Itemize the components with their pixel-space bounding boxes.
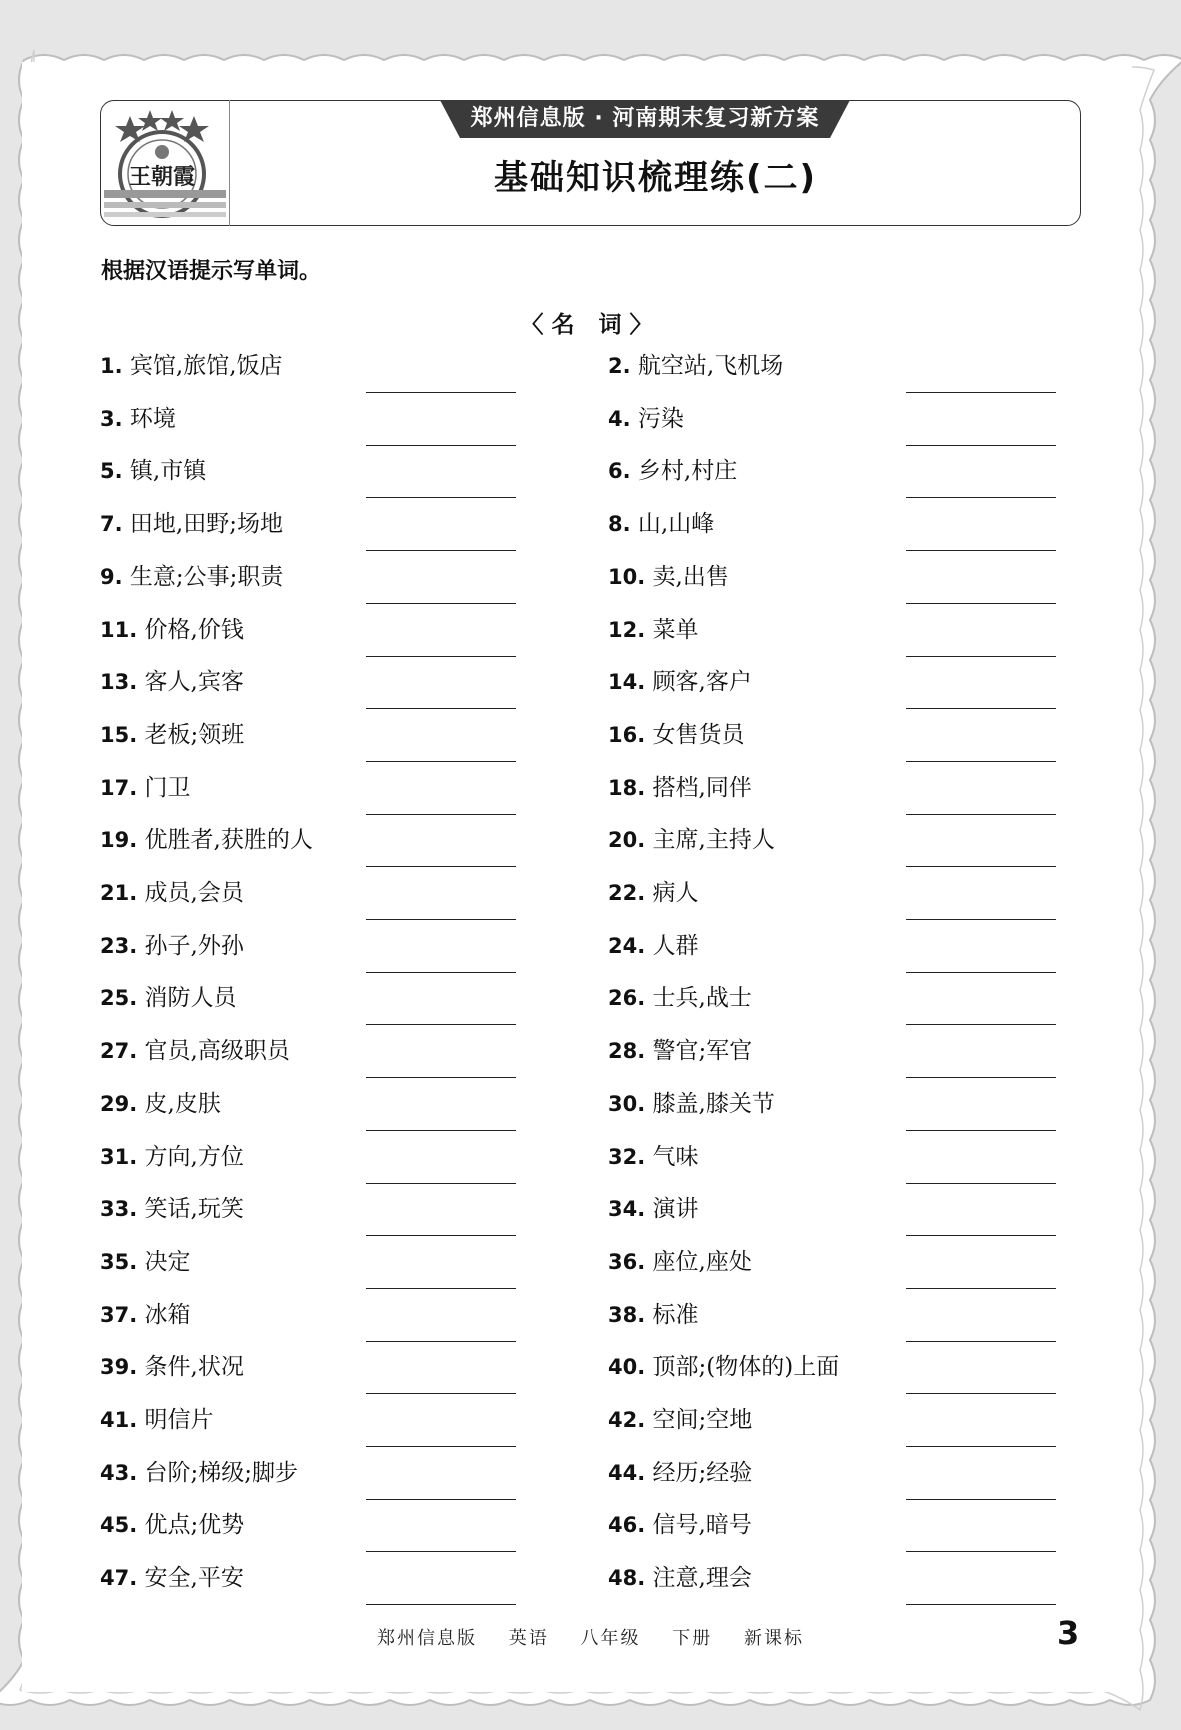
exercise-item-prompt: 皮,皮肤: [144, 1090, 221, 1117]
answer-blank[interactable]: [906, 761, 1056, 762]
exercise-item-prompt: 台阶;梯级;脚步: [144, 1459, 299, 1486]
exercise-item: [608, 400, 684, 440]
exercise-item-number: 26.: [608, 986, 646, 1011]
exercise-item: [608, 927, 699, 967]
answer-blank[interactable]: [366, 1183, 516, 1184]
answer-blank[interactable]: [366, 1341, 516, 1342]
exercise-item: [100, 1243, 191, 1283]
answer-blank[interactable]: [366, 919, 516, 920]
exercise-item-prompt: 客人,宾客: [144, 669, 244, 696]
answer-blank[interactable]: [366, 1499, 516, 1500]
answer-blank[interactable]: [906, 1130, 1056, 1131]
answer-blank[interactable]: [366, 656, 516, 657]
exercise-item-number: 17.: [100, 775, 138, 800]
exercise-item-number: 9.: [100, 564, 123, 589]
footer-volume: 下册: [672, 1628, 713, 1649]
exercise-item-prompt: 安全,平安: [144, 1565, 244, 1592]
exercise-item-prompt: 方向,方位: [144, 1143, 244, 1170]
exercise-item-number: 29.: [100, 1091, 138, 1116]
answer-blank[interactable]: [366, 497, 516, 498]
exercise-item: [100, 1138, 244, 1178]
exercise-item-number: 33.: [100, 1197, 138, 1222]
answer-blank[interactable]: [366, 445, 516, 446]
svg-text:王朝霞: 王朝霞: [128, 164, 196, 190]
exercise-item-number: 13.: [100, 670, 138, 695]
page-number: 3: [1057, 1614, 1080, 1652]
exercise-item-prompt: 孙子,外孙: [144, 932, 244, 959]
exercise-item-number: 42.: [608, 1408, 646, 1432]
exercise-item: [100, 1401, 214, 1441]
answer-blank[interactable]: [366, 1077, 516, 1078]
exercise-item-prompt: 官员,高级职员: [144, 1038, 290, 1065]
exercise-item: [608, 452, 737, 492]
exercise-item-prompt: 注意,理会: [652, 1565, 752, 1592]
exercise-item: [608, 1348, 839, 1388]
exercise-item: [608, 1506, 752, 1546]
exercise-item-number: 1.: [100, 354, 123, 378]
answer-blank[interactable]: [366, 1024, 516, 1025]
answer-blank[interactable]: [906, 1393, 1056, 1394]
exercise-item-prompt: 镇,市镇: [129, 458, 207, 485]
exercise-item: [608, 1138, 699, 1178]
exercise-item-prompt: 田地,田野;场地: [129, 511, 283, 538]
edition-banner-text: 郑州信息版 · 河南期末复习新方案: [470, 106, 820, 131]
exercise-item-prompt: 乡村,村庄: [637, 458, 738, 485]
answer-blank[interactable]: [906, 866, 1056, 867]
exercise-item: [608, 505, 714, 545]
answer-blank[interactable]: [366, 1604, 516, 1605]
answer-blank[interactable]: [906, 1288, 1056, 1289]
answer-blank[interactable]: [906, 1235, 1056, 1236]
exercise-item-prompt: 条件,状况: [144, 1354, 244, 1381]
exercise-item-number: 45.: [100, 1513, 138, 1538]
answer-blank[interactable]: [366, 1235, 516, 1236]
exercise-item-number: 28.: [608, 1039, 646, 1064]
exercise-item-number: 19.: [100, 828, 138, 853]
answer-blank[interactable]: [906, 392, 1056, 393]
exercise-item-prompt: 优胜者,获胜的人: [144, 827, 313, 854]
exercise-item-number: 34.: [608, 1197, 646, 1222]
answer-blank[interactable]: [366, 761, 516, 762]
exercise-item: [100, 927, 244, 967]
exercise-item-number: 35.: [100, 1249, 138, 1274]
exercise-item-prompt: 人群: [652, 932, 699, 959]
exercise-item-number: 22.: [608, 881, 646, 905]
exercise-item: [608, 1559, 752, 1599]
exercise-item-number: 36.: [608, 1249, 646, 1274]
exercise-item-prompt: 顾客,客户: [652, 669, 752, 696]
exercise-item: [100, 769, 191, 809]
exercise-item-prompt: 搭档,同伴: [652, 774, 752, 801]
exercise-item: [100, 1348, 244, 1388]
footer-edition: 郑州信息版: [377, 1628, 478, 1649]
exercise-item-number: 6.: [608, 459, 631, 484]
exercise-item-prompt: 卖,出售: [652, 563, 729, 590]
exercise-item: [100, 716, 244, 756]
exercise-item: [100, 1506, 244, 1546]
answer-blank[interactable]: [366, 1130, 516, 1131]
exercise-item: [608, 1243, 752, 1283]
exercise-item: [608, 1085, 775, 1125]
exercise-item-number: 4.: [608, 406, 631, 431]
answer-blank[interactable]: [906, 1499, 1056, 1500]
answer-blank[interactable]: [906, 1551, 1056, 1552]
exercise-item-number: 38.: [608, 1302, 646, 1327]
exercise-item-number: 5.: [100, 459, 123, 484]
exercise-item-prompt: 主席,主持人: [652, 827, 775, 854]
exercise-item-prompt: 顶部;(物体的)上面: [652, 1354, 840, 1381]
answer-blank[interactable]: [366, 603, 516, 604]
exercise-item-number: 32.: [608, 1144, 646, 1169]
answer-blank[interactable]: [366, 392, 516, 393]
exercise-item-number: 16.: [608, 722, 646, 747]
exercise-item: [608, 1032, 752, 1072]
exercise-item-prompt: 污染: [637, 405, 684, 432]
exercise-item-number: 39.: [100, 1355, 138, 1380]
exercise-item-prompt: 士兵,战士: [652, 985, 752, 1012]
exercise-item-number: 11.: [100, 617, 138, 642]
exercise-item: [608, 558, 729, 598]
exercise-item-prompt: 座位,座处: [652, 1248, 752, 1275]
exercise-item-number: 25.: [100, 986, 138, 1011]
exercise-item-number: 12.: [608, 617, 646, 642]
exercise-item-prompt: 信号,暗号: [652, 1512, 752, 1539]
exercise-item-number: 40.: [608, 1355, 646, 1380]
exercise-item-number: 48.: [608, 1566, 646, 1591]
exercise-item: [100, 611, 244, 651]
exercise-item: [608, 1454, 752, 1494]
exercise-item-number: 24.: [608, 933, 646, 958]
exercise-item-prompt: 气味: [652, 1143, 699, 1170]
exercise-item: [100, 1559, 244, 1599]
exercise-item: [100, 558, 283, 598]
exercise-item: [100, 347, 283, 387]
exercise-item-number: 47.: [100, 1566, 138, 1591]
answer-blank[interactable]: [906, 1077, 1056, 1078]
footer-subject: 英语: [508, 1628, 549, 1649]
exercise-item-number: 30.: [608, 1091, 646, 1116]
exercise-item-number: 14.: [608, 670, 646, 695]
answer-blank[interactable]: [906, 814, 1056, 815]
answer-blank[interactable]: [906, 656, 1056, 657]
exercise-item: [608, 347, 783, 387]
exercise-item-prompt: 膝盖,膝关节: [652, 1090, 775, 1117]
answer-blank[interactable]: [366, 550, 516, 551]
exercise-item-prompt: 决定: [144, 1248, 191, 1275]
exercise-item-prompt: 价格,价钱: [144, 616, 244, 643]
exercise-item: [100, 1085, 221, 1125]
exercise-item-number: 23.: [100, 933, 138, 958]
page-footer: [0, 1624, 1181, 1650]
section-heading-nouns: 〈名 词〉: [520, 312, 661, 338]
exercise-item-prompt: 优点;优势: [144, 1512, 245, 1539]
exercise-instruction: 根据汉语提示写单词。: [101, 259, 322, 284]
exercise-item: [608, 769, 752, 809]
exercise-item: [608, 1190, 699, 1230]
answer-blank[interactable]: [906, 603, 1056, 604]
answer-blank[interactable]: [366, 1288, 516, 1289]
exercise-item: [608, 1401, 752, 1441]
answer-blank[interactable]: [906, 972, 1056, 973]
exercise-item-number: 37.: [100, 1302, 138, 1327]
exercise-item-number: 7.: [100, 512, 123, 537]
exercise-item: [100, 1296, 191, 1336]
answer-blank[interactable]: [366, 1446, 516, 1447]
exercise-item: [100, 452, 206, 492]
exercise-item-prompt: 生意;公事;职责: [129, 563, 284, 590]
answer-blank[interactable]: [366, 1393, 516, 1394]
exercise-item-prompt: 菜单: [652, 616, 699, 643]
answer-blank[interactable]: [366, 972, 516, 973]
exercise-item-number: 20.: [608, 828, 646, 853]
answer-blank[interactable]: [906, 497, 1056, 498]
exercise-item-prompt: 老板;领班: [144, 721, 245, 748]
answer-blank[interactable]: [906, 1604, 1056, 1605]
exercise-item-prompt: 病人: [652, 880, 699, 906]
exercise-item-prompt: 门卫: [144, 774, 191, 801]
exercise-item: [608, 716, 745, 756]
exercise-item-number: 43.: [100, 1460, 138, 1485]
exercise-item-prompt: 航空站,飞机场: [637, 353, 784, 379]
exercise-item-number: 21.: [100, 881, 138, 905]
exercise-item-number: 18.: [608, 775, 646, 800]
answer-blank[interactable]: [366, 866, 516, 867]
answer-blank[interactable]: [366, 1551, 516, 1552]
exercise-item: [100, 979, 237, 1019]
answer-blank[interactable]: [906, 1341, 1056, 1342]
answer-blank[interactable]: [906, 919, 1056, 920]
exercise-item-prompt: 消防人员: [144, 985, 237, 1012]
exercise-item-prompt: 宾馆,旅馆,饭店: [129, 353, 283, 379]
exercise-item: [100, 663, 244, 703]
exercise-item-prompt: 警官;军官: [652, 1038, 753, 1065]
exercise-item-number: 15.: [100, 722, 138, 747]
exercise-item-prompt: 空间;空地: [652, 1407, 753, 1433]
exercise-item: [608, 874, 699, 914]
exercise-item: [100, 400, 176, 440]
exercise-item-prompt: 标准: [652, 1301, 699, 1328]
exercise-item: [608, 663, 752, 703]
exercise-item-prompt: 成员,会员: [144, 880, 244, 906]
exercise-item-prompt: 演讲: [652, 1196, 699, 1223]
answer-blank[interactable]: [906, 1024, 1056, 1025]
footer-grade: 八年级: [580, 1628, 641, 1649]
exercise-item: [608, 821, 775, 861]
exercise-item: [100, 1032, 290, 1072]
exercise-item-prompt: 山,山峰: [637, 511, 715, 538]
answer-blank[interactable]: [906, 1183, 1056, 1184]
exercise-item: [100, 1454, 298, 1494]
exercise-item-number: 10.: [608, 564, 646, 589]
exercise-item-prompt: 环境: [129, 405, 176, 432]
exercise-item: [100, 874, 244, 914]
exercise-item: [100, 1190, 244, 1230]
exercise-item: [608, 979, 752, 1019]
exercise-item-number: 27.: [100, 1039, 138, 1064]
exercise-item-number: 2.: [608, 354, 631, 378]
footer-standard: 新课标: [743, 1628, 804, 1649]
exercise-item: [608, 611, 699, 651]
exercise-item-number: 41.: [100, 1408, 138, 1432]
exercise-item-number: 8.: [608, 512, 631, 537]
exercise-item-number: 44.: [608, 1460, 646, 1485]
exercise-item-prompt: 经历;经验: [652, 1459, 753, 1486]
answer-blank[interactable]: [906, 445, 1056, 446]
exercise-item-prompt: 明信片: [144, 1407, 214, 1433]
exercise-item: [100, 821, 313, 861]
exercise-item-number: 46.: [608, 1513, 646, 1538]
answer-blank[interactable]: [906, 550, 1056, 551]
answer-blank[interactable]: [366, 708, 516, 709]
answer-blank[interactable]: [906, 1446, 1056, 1447]
answer-blank[interactable]: [906, 708, 1056, 709]
exercise-item: [100, 505, 283, 545]
exercise-item-prompt: 冰箱: [144, 1301, 191, 1328]
answer-blank[interactable]: [366, 814, 516, 815]
exercise-item-number: 3.: [100, 406, 123, 431]
exercise-item: [608, 1296, 699, 1336]
exercise-item-prompt: 女售货员: [652, 721, 745, 748]
exercise-item-prompt: 笑话,玩笑: [144, 1196, 244, 1223]
exercise-item-number: 31.: [100, 1144, 138, 1169]
page-title: 基础知识梳理练(二): [493, 158, 818, 198]
